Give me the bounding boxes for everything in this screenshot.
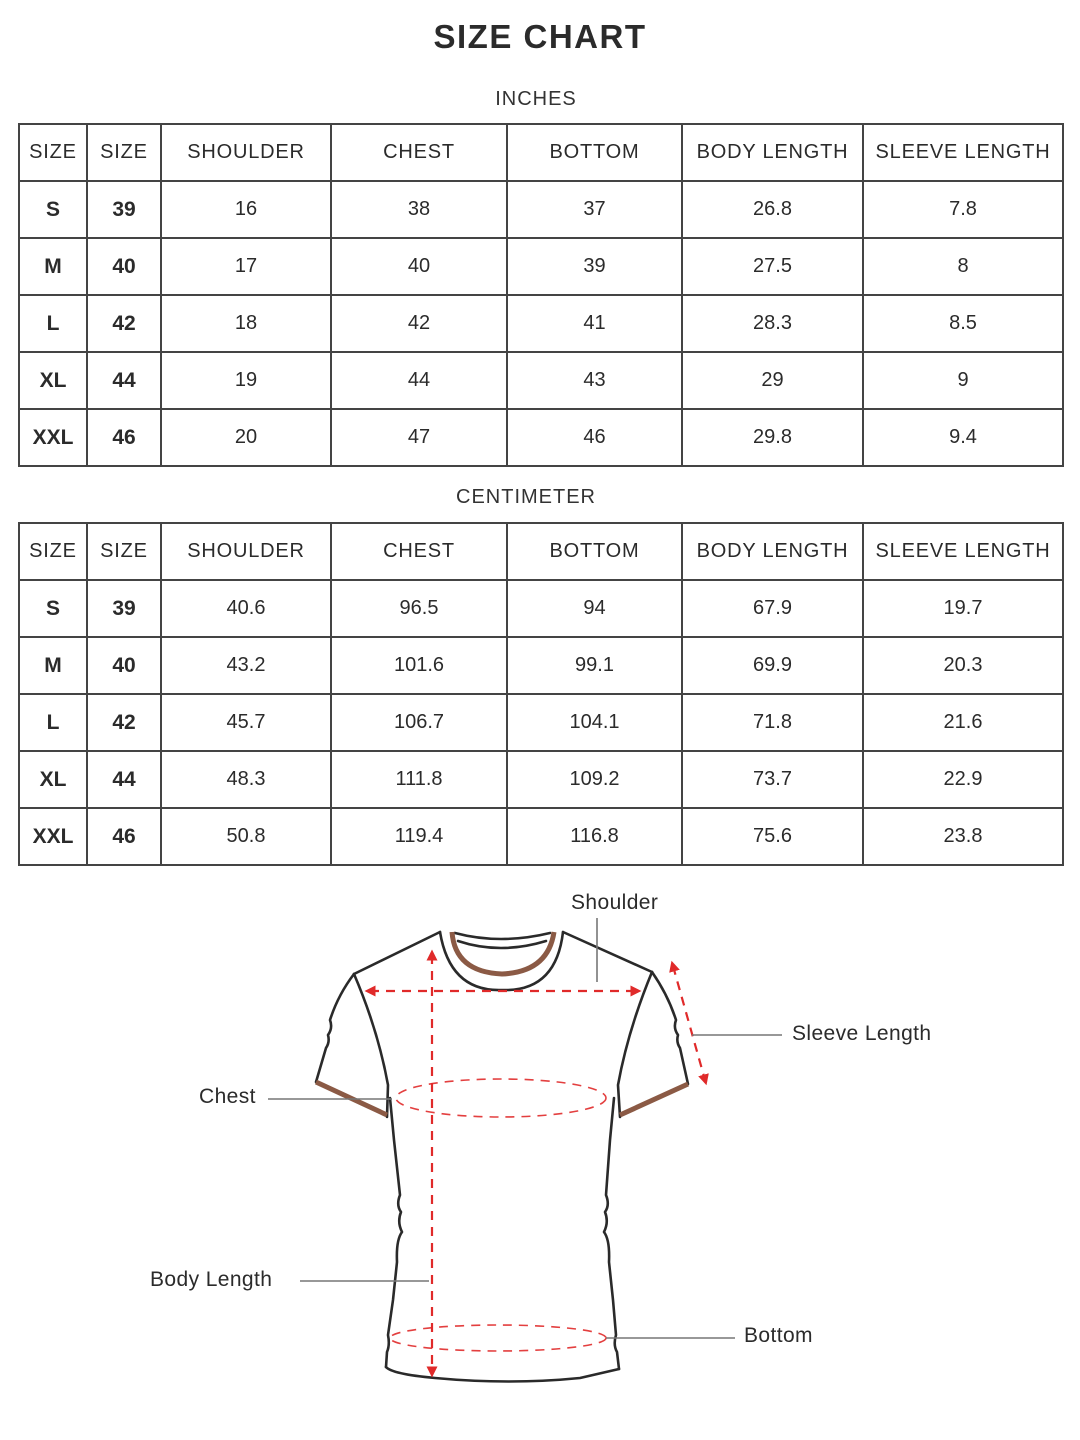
- table-row: [19, 352, 1063, 409]
- header-sleeve-length: SLEEVE LENGTH: [863, 523, 1063, 580]
- shoulder-value: 16: [161, 181, 331, 238]
- body-length-value: 71.8: [682, 694, 863, 751]
- shoulder-value: 18: [161, 295, 331, 352]
- size-letter: S: [19, 580, 87, 637]
- bottom-value: 116.8: [507, 808, 682, 865]
- header-size-number: SIZE: [87, 523, 161, 580]
- bottom-value: 43: [507, 352, 682, 409]
- sleeve-length-value: 19.7: [863, 580, 1063, 637]
- bottom-value: 41: [507, 295, 682, 352]
- body-length-value: 75.6: [682, 808, 863, 865]
- header-sleeve-length: SLEEVE LENGTH: [863, 124, 1063, 181]
- table-row: [19, 181, 1063, 238]
- size-number: 46: [87, 808, 161, 865]
- sleeve-length-value: 8: [863, 238, 1063, 295]
- shoulder-label: Shoulder: [571, 891, 659, 914]
- shoulder-value: 40.6: [161, 580, 331, 637]
- header-size-letter: SIZE: [19, 523, 87, 580]
- header-size-number: SIZE: [87, 124, 161, 181]
- chest-value: 47: [331, 409, 507, 466]
- table-row: [19, 694, 1063, 751]
- sleeve-length-value: 23.8: [863, 808, 1063, 865]
- size-letter: M: [19, 637, 87, 694]
- sleeve-length-label: Sleeve Length: [792, 1022, 932, 1045]
- table-row: [19, 238, 1063, 295]
- size-letter: L: [19, 295, 87, 352]
- chest-value: 42: [331, 295, 507, 352]
- size-number: 40: [87, 238, 161, 295]
- sleeve-length-value: 9: [863, 352, 1063, 409]
- bottom-value: 37: [507, 181, 682, 238]
- bottom-value: 109.2: [507, 751, 682, 808]
- shoulder-value: 17: [161, 238, 331, 295]
- header-shoulder: SHOULDER: [161, 523, 331, 580]
- body-length-value: 27.5: [682, 238, 863, 295]
- size-number: 39: [87, 181, 161, 238]
- shoulder-value: 45.7: [161, 694, 331, 751]
- bottom-label: Bottom: [744, 1324, 813, 1347]
- body-length-value: 73.7: [682, 751, 863, 808]
- header-chest: CHEST: [331, 523, 507, 580]
- body-length-label: Body Length: [150, 1268, 273, 1291]
- sleeve-length-value: 22.9: [863, 751, 1063, 808]
- table-row: [19, 751, 1063, 808]
- table-row: [19, 637, 1063, 694]
- table-row: [19, 580, 1063, 637]
- size-letter: L: [19, 694, 87, 751]
- body-length-value: 67.9: [682, 580, 863, 637]
- tshirt-illustration-icon: [0, 870, 1080, 1430]
- inches-size-table: [18, 123, 1064, 467]
- body-length-value: 29.8: [682, 409, 863, 466]
- size-letter: S: [19, 181, 87, 238]
- inches-table-label: INCHES: [495, 88, 577, 110]
- shoulder-value: 20: [161, 409, 331, 466]
- table-row: [19, 808, 1063, 865]
- header-size-letter: SIZE: [19, 124, 87, 181]
- size-letter: XXL: [19, 808, 87, 865]
- centimeter-size-table: [18, 522, 1064, 866]
- size-number: 40: [87, 637, 161, 694]
- bottom-value: 104.1: [507, 694, 682, 751]
- body-length-value: 28.3: [682, 295, 863, 352]
- chest-value: 101.6: [331, 637, 507, 694]
- chest-value: 38: [331, 181, 507, 238]
- centimeter-table-label: CENTIMETER: [456, 486, 596, 508]
- header-chest: CHEST: [331, 124, 507, 181]
- size-number: 46: [87, 409, 161, 466]
- chest-value: 40: [331, 238, 507, 295]
- chest-value: 119.4: [331, 808, 507, 865]
- chest-value: 44: [331, 352, 507, 409]
- bottom-value: 39: [507, 238, 682, 295]
- size-number: 39: [87, 580, 161, 637]
- table-header-row: [19, 124, 1063, 181]
- bottom-value: 46: [507, 409, 682, 466]
- size-number: 42: [87, 694, 161, 751]
- size-letter: XL: [19, 352, 87, 409]
- shoulder-value: 19: [161, 352, 331, 409]
- sleeve-length-value: 8.5: [863, 295, 1063, 352]
- body-length-value: 69.9: [682, 637, 863, 694]
- bottom-value: 94: [507, 580, 682, 637]
- size-number: 44: [87, 751, 161, 808]
- tshirt-measurement-diagram: [0, 870, 1080, 1430]
- header-bottom: BOTTOM: [507, 124, 682, 181]
- sleeve-length-value: 21.6: [863, 694, 1063, 751]
- size-letter: XXL: [19, 409, 87, 466]
- sleeve-length-value: 20.3: [863, 637, 1063, 694]
- shoulder-value: 48.3: [161, 751, 331, 808]
- page-title: SIZE CHART: [433, 18, 647, 55]
- header-body-length: BODY LENGTH: [682, 124, 863, 181]
- size-number: 44: [87, 352, 161, 409]
- table-header-row: [19, 523, 1063, 580]
- table-row: [19, 409, 1063, 466]
- sleeve-length-value: 7.8: [863, 181, 1063, 238]
- shoulder-value: 50.8: [161, 808, 331, 865]
- chest-value: 111.8: [331, 751, 507, 808]
- header-bottom: BOTTOM: [507, 523, 682, 580]
- sleeve-length-value: 9.4: [863, 409, 1063, 466]
- chest-value: 106.7: [331, 694, 507, 751]
- size-letter: XL: [19, 751, 87, 808]
- body-length-value: 26.8: [682, 181, 863, 238]
- chest-value: 96.5: [331, 580, 507, 637]
- size-number: 42: [87, 295, 161, 352]
- chest-label: Chest: [199, 1085, 256, 1108]
- shoulder-value: 43.2: [161, 637, 331, 694]
- size-letter: M: [19, 238, 87, 295]
- body-length-value: 29: [682, 352, 863, 409]
- bottom-value: 99.1: [507, 637, 682, 694]
- table-row: [19, 295, 1063, 352]
- header-body-length: BODY LENGTH: [682, 523, 863, 580]
- header-shoulder: SHOULDER: [161, 124, 331, 181]
